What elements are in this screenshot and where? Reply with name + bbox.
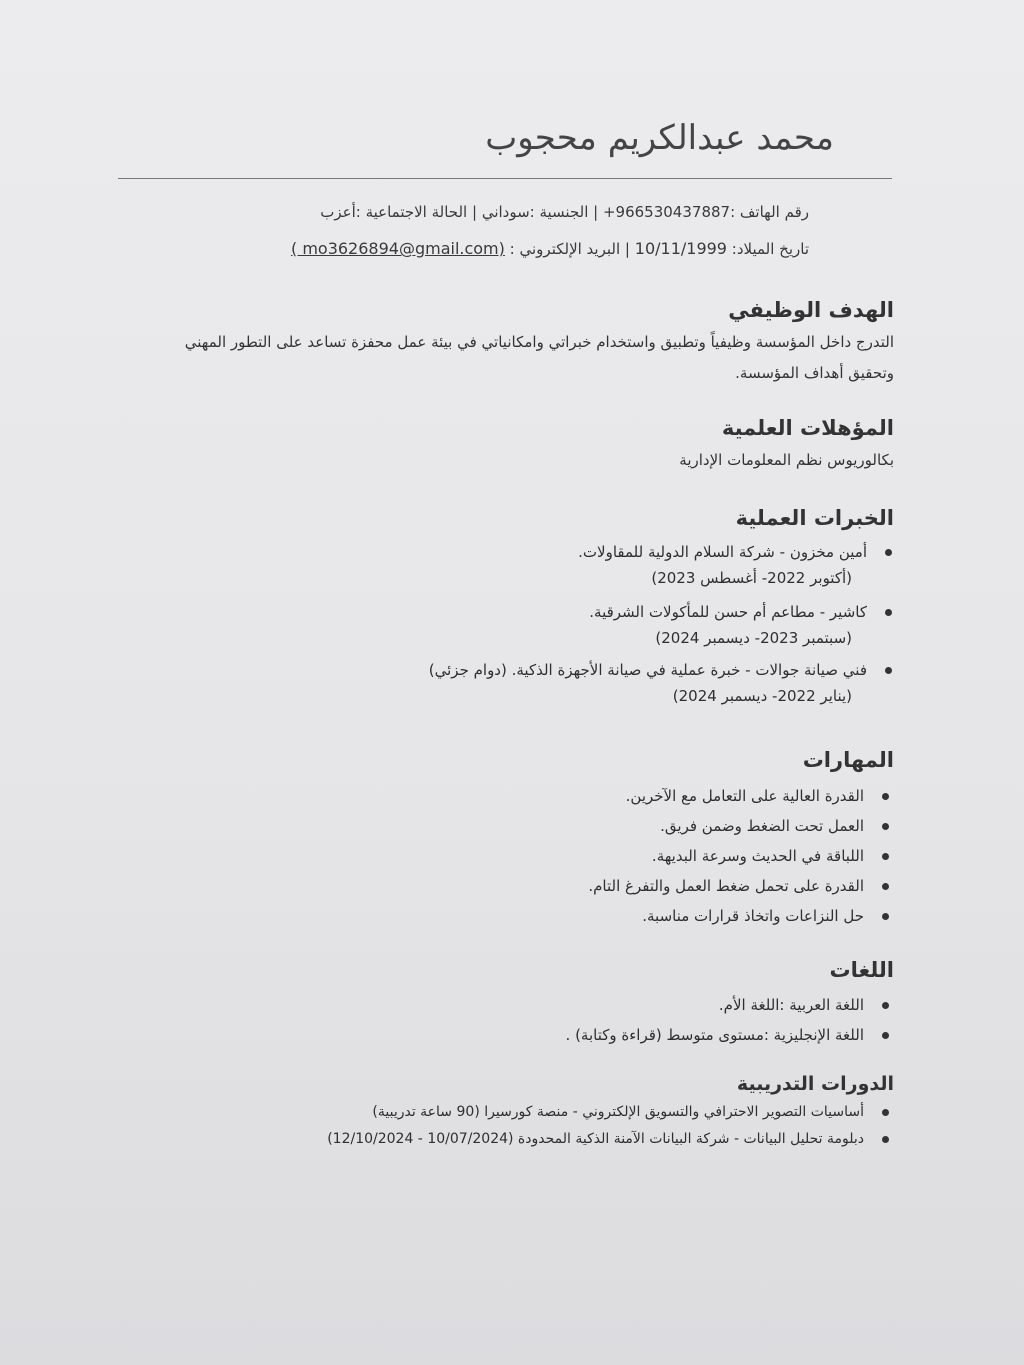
- bullet-icon: [882, 1136, 889, 1143]
- bullet-icon: [882, 793, 889, 800]
- experience-role: كاشير - مطاعم أم حسن للمأكولات الشرقية.: [589, 603, 867, 621]
- language-item: [566, 1026, 889, 1056]
- languages-title: اللغات: [829, 958, 894, 982]
- experience-role: أمين مخزون - شركة السلام الدولية للمقاولات.: [578, 543, 867, 561]
- experience-title: الخبرات العملية: [735, 506, 894, 530]
- skill-item: [588, 817, 889, 847]
- email-label: | البريد الإلكتروني :: [509, 240, 630, 258]
- bullet-icon: [882, 1032, 889, 1039]
- birth-date: 10/11/1999: [634, 239, 727, 258]
- experience-list: [429, 543, 892, 719]
- bullet-icon: [882, 1002, 889, 1009]
- applicant-name: محمد عبدالكريم محجوب: [485, 118, 834, 158]
- objective-line-1: التدرج داخل المؤسسة وظيفياً وتطبيق واستخدام خبراتي وامكانياتي في بيئة عمل محفزة تساعد على التطور المهني: [184, 333, 894, 351]
- skills-list: [588, 787, 889, 937]
- objective-title: الهدف الوظيفي: [728, 298, 894, 322]
- experience-period: (سبتمبر 2023- ديسمبر 2024): [655, 629, 852, 647]
- course-item: [327, 1131, 889, 1158]
- education-title: المؤهلات العلمية: [721, 416, 894, 440]
- skill-item: [588, 877, 889, 907]
- skill-text: حل النزاعات واتخاذ قرارات مناسبة.: [642, 907, 864, 925]
- bullet-icon: [885, 609, 892, 616]
- birth-email-line: [291, 239, 809, 258]
- experience-period: (يناير 2022- ديسمبر 2024): [672, 687, 852, 705]
- bullet-icon: [882, 853, 889, 860]
- course-text: دبلومة تحليل البيانات - شركة البيانات الآمنة الذكية المحدودة (10/07/2024 - 12/10/2024): [327, 1131, 864, 1147]
- skill-text: العمل تحت الضغط وضمن فريق.: [660, 817, 864, 835]
- experience-item: [429, 603, 892, 661]
- header-divider: [118, 178, 892, 179]
- skill-text: القدرة على تحمل ضغط العمل والتفرغ التام.: [588, 877, 864, 895]
- bullet-icon: [882, 823, 889, 830]
- courses-list: [327, 1104, 889, 1158]
- bullet-icon: [882, 913, 889, 920]
- bullet-icon: [882, 883, 889, 890]
- language-item: [566, 996, 889, 1026]
- objective-line-2: وتحقيق أهداف المؤسسة.: [735, 364, 894, 382]
- education-degree: بكالوريوس نظم المعلومات الإدارية: [679, 451, 894, 469]
- birth-label: تاريخ الميلاد:: [731, 240, 809, 258]
- languages-list: [566, 996, 889, 1056]
- skill-item: [588, 847, 889, 877]
- bullet-icon: [882, 1109, 889, 1116]
- contact-line: رقم الهاتف :966530437887+ | الجنسية :سوداني | الحالة الاجتماعية :أعزب: [320, 203, 809, 221]
- skill-item: [588, 907, 889, 937]
- skill-text: اللباقة في الحديث وسرعة البديهة.: [651, 847, 864, 865]
- experience-item: [429, 661, 892, 719]
- course-text: أساسيات التصوير الاحترافي والتسويق الإلكتروني - منصة كورسيرا (90 ساعة تدريبية): [372, 1104, 864, 1120]
- bullet-icon: [885, 549, 892, 556]
- email-address: ( mo3626894@gmail.com): [290, 239, 505, 258]
- language-text: اللغة العربية :اللغة الأم.: [718, 996, 864, 1014]
- bullet-icon: [885, 667, 892, 674]
- experience-item: [429, 543, 892, 603]
- experience-period: (أكتوبر 2022- أغسطس 2023): [651, 569, 852, 587]
- courses-title: الدورات التدريبية: [736, 1073, 894, 1095]
- language-text: اللغة الإنجليزية :مستوى متوسط (قراءة وكتابة) .: [565, 1026, 864, 1044]
- course-item: [327, 1104, 889, 1131]
- skill-text: القدرة العالية على التعامل مع الآخرين.: [625, 787, 864, 805]
- experience-role: فني صيانة جوالات - خبرة عملية في صيانة الأجهزة الذكية. (دوام جزئي): [428, 661, 867, 679]
- skill-item: [588, 787, 889, 817]
- skills-title: المهارات: [802, 748, 894, 772]
